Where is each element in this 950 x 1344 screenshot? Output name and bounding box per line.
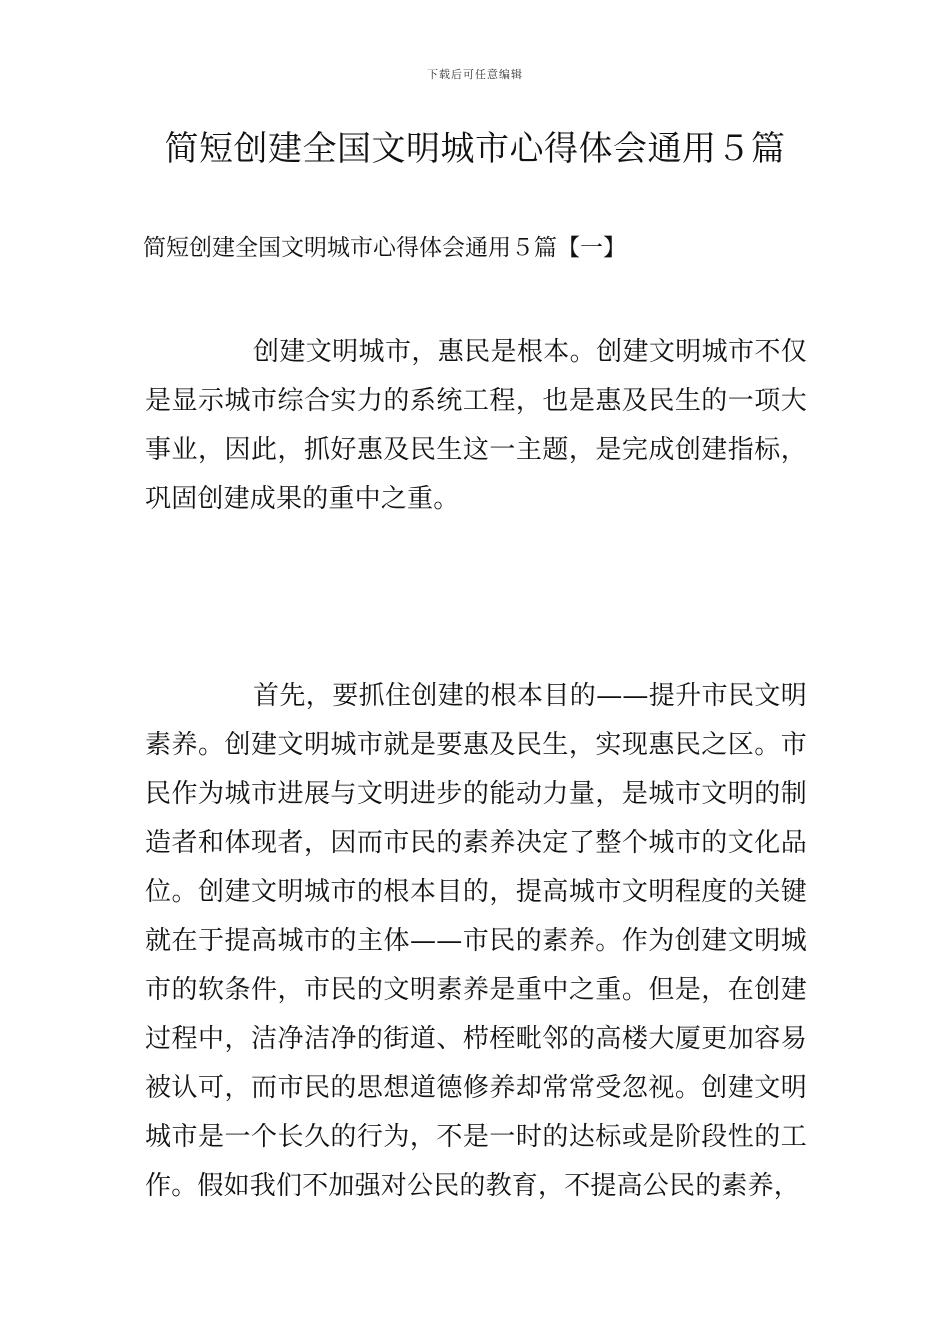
body-paragraph: 创建文明城市，惠民是根本。创建文明城市不仅是显示城市综合实力的系统工程，也是惠及民生的一项大事业，因此，抓好惠及民生这一主题，是完成创建指标，巩固创建成果的重中之重。 bbox=[145, 337, 807, 514]
body-paragraph: 首先，要抓住创建的根本目的——提升市民文明素养。创建文明城市就是要惠及民生，实现惠民之区。市民作为城市进展与文明进步的能动力量，是城市文明的制造者和体现者，因而市民的素养决定了整个城市的文化品位。创建文明城市的根本目的，提高城市文明程度的关键就在于提高城市的主体——市民的素养。作为创建文明城市的软条件，市民的文明素养是重中之重。但是，在创建过程中，洁净洁净的街道、栉桎毗邻的高楼大厦更加容易被认可，而市民的思想道德修养却常常受忽视。创建文明城市是一个长久的行为，不是一时的达标或是阶段性的工作。假如我们不加强对公民的教育，不提高公民的素养， bbox=[145, 681, 807, 1201]
section-heading: 简短创建全国文明城市心得体会通用５篇【一】 bbox=[143, 235, 626, 261]
document-title: 简短创建全国文明城市心得体会通用５篇 bbox=[164, 129, 786, 169]
header-note: 下载后可任意编辑 bbox=[427, 68, 523, 81]
